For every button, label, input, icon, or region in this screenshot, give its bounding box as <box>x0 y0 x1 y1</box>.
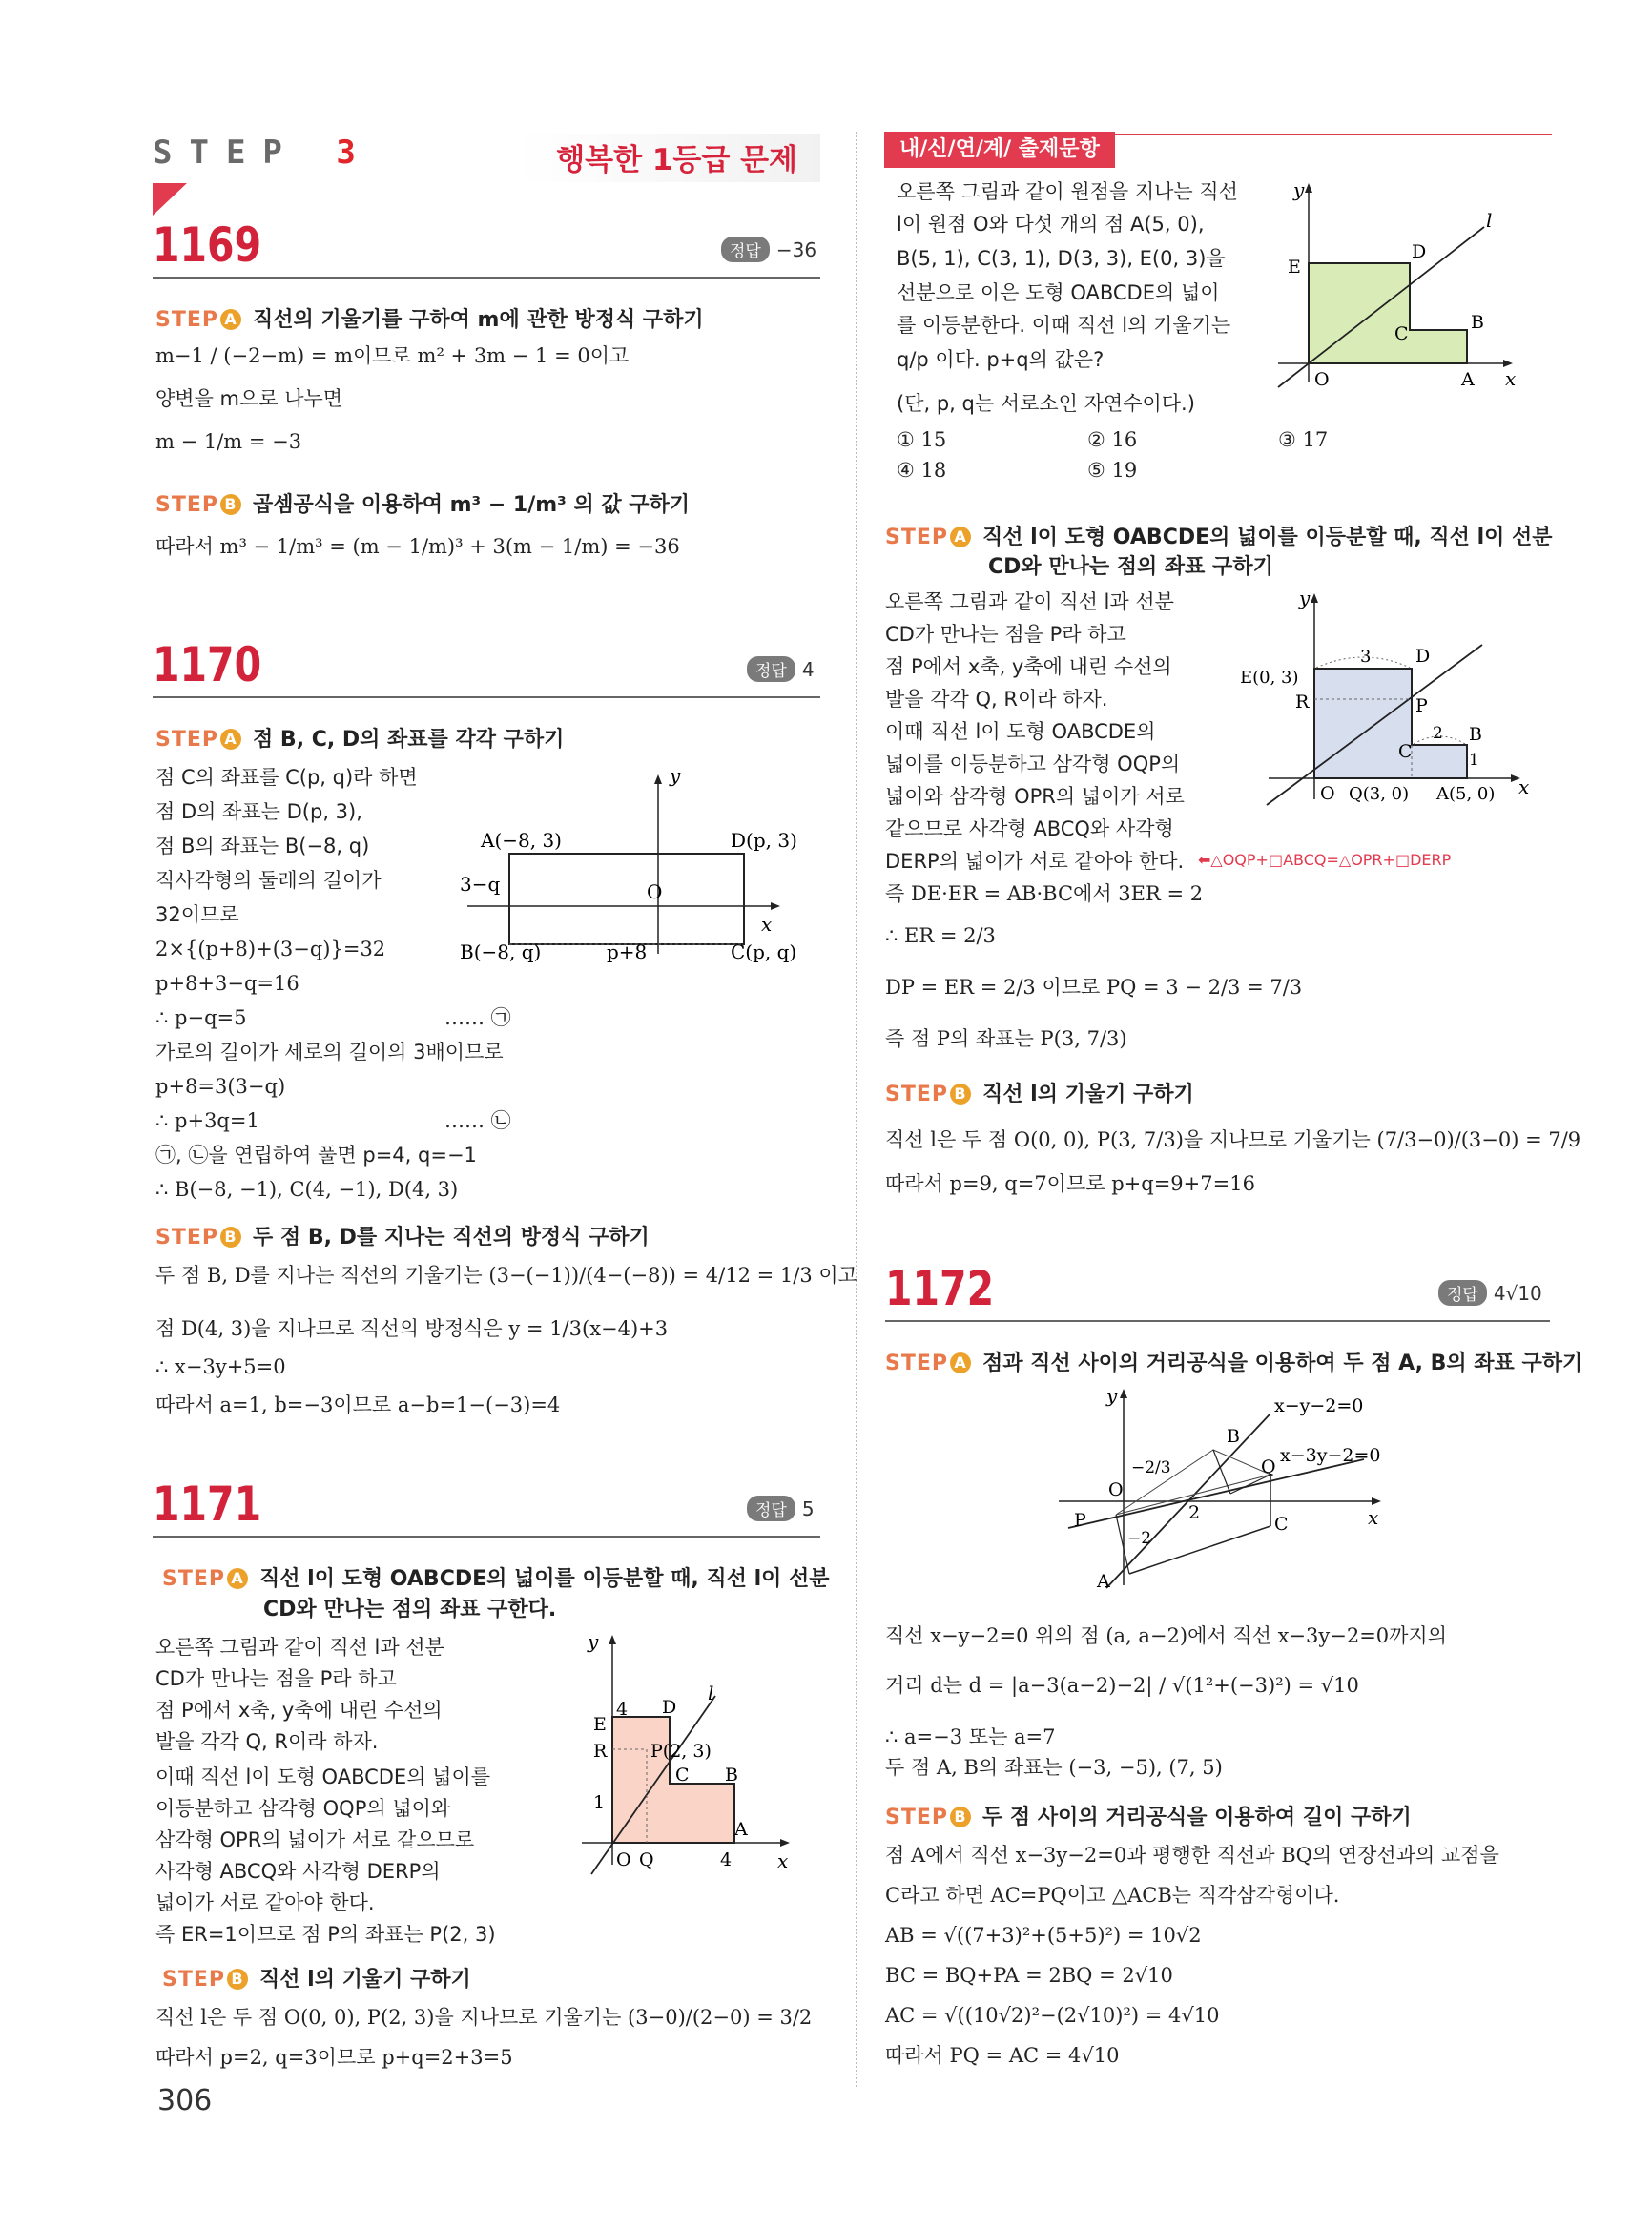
line-1169-final: 따라서 m³ − 1/m³ = (m − 1/m)³ + 3(m − 1/m) = −36 <box>155 535 680 558</box>
line-1172-b5: 따라서 PQ = AC = 4√10 <box>885 2044 1120 2067</box>
line-1170-7: ∴ p−q=5 <box>155 1006 247 1029</box>
step-title: 행복한 1등급 문제 <box>518 134 820 182</box>
fig1172-two: 2 <box>1188 1502 1201 1523</box>
figNS-x: x <box>1518 775 1530 798</box>
figNS-A: A(5, 0) <box>1436 784 1496 804</box>
fig1172-C: C <box>1274 1514 1289 1535</box>
naesin-line-b1: 따라서 p=9, q=7이므로 p+q=9+7=16 <box>885 1172 1255 1195</box>
line-1171-4: 이때 직선 l이 도형 OABCDE의 넓이를 <box>155 1765 491 1788</box>
line-1171-7: 사각형 ABCQ와 사각형 DERP의 <box>155 1860 441 1883</box>
line-1170-3: 직사각형의 둘레의 길이가 <box>155 869 382 892</box>
naesin-q-1: l이 원점 O와 다섯 개의 점 A(5, 0), <box>897 213 1205 236</box>
line-1170-4: 32이므로 <box>155 903 239 926</box>
figN-C: C <box>1394 323 1409 344</box>
rule-1172 <box>885 1320 1550 1322</box>
figN-D: D <box>1412 241 1427 262</box>
fig1171-one: 1 <box>593 1792 606 1813</box>
mark-1170-1: …… ㉠ <box>444 1006 511 1029</box>
figNS-Q: Q(3, 0) <box>1349 784 1410 804</box>
step-a-1169: STEP A 직선의 기울기를 구하여 m에 관한 방정식 구하기 <box>155 308 704 332</box>
line-1169-2: m − 1/m = −3 <box>155 430 302 453</box>
fig1170-bottom: p+8 <box>607 940 648 963</box>
fig1171-E: E <box>593 1714 607 1735</box>
line-1170-9: p+8=3(3−q) <box>155 1075 286 1098</box>
naesin-choice-3: ③ 17 <box>1278 428 1329 451</box>
fig1170-y: y <box>670 764 681 787</box>
line-1170-10: ∴ p+3q=1 <box>155 1109 259 1132</box>
figNS-B: B <box>1469 724 1482 745</box>
answer-1169: 정답 −36 <box>721 237 816 262</box>
figure-naesin <box>1259 177 1545 397</box>
fig1171-y: y <box>588 1631 599 1653</box>
step-word: STEP 3 <box>153 134 356 172</box>
fig1171-R: R <box>593 1741 608 1762</box>
naesin-q-4: 를 이등분한다. 이때 직선 l의 기울기는 <box>897 314 1231 337</box>
figNS-E: E(0, 3) <box>1240 668 1299 688</box>
line-1170-5: 2×{(p+8)+(3−q)}=32 <box>155 938 386 960</box>
mark-1170-2: …… ㉡ <box>444 1109 511 1132</box>
naesin-line-8: DERP의 넓이가 서로 같아야 한다. <box>885 850 1185 873</box>
figNS-R: R <box>1295 692 1310 712</box>
naesin-q-3: 선분으로 이은 도형 OABCDE의 넓이 <box>897 281 1220 304</box>
naesin-q-0: 오른쪽 그림과 같이 원점을 지나는 직선 <box>897 180 1238 203</box>
line-1170-b1: 점 D(4, 3)을 지나므로 직선의 방정식은 y = 1/3(x−4)+3 <box>155 1317 669 1340</box>
naesin-choice-4: ④ 18 <box>897 459 947 482</box>
step-b-1171: STEP B 직선 l의 기울기 구하기 <box>162 1968 471 1992</box>
naesin-q-2: B(5, 1), C(3, 1), D(3, 3), E(0, 3)을 <box>897 247 1226 270</box>
line-1171-9: 즉 ER=1이므로 점 P의 좌표는 P(2, 3) <box>155 1923 496 1946</box>
figNS-one: 1 <box>1469 751 1479 770</box>
figNS-two: 2 <box>1433 724 1443 743</box>
line-1171-0: 오른쪽 그림과 같이 직선 l과 선분 <box>155 1636 444 1659</box>
line-1171-2: 점 P에서 x축, y축에 내린 수선의 <box>155 1699 443 1722</box>
naesin-line-2: 점 P에서 x축, y축에 내린 수선의 <box>885 655 1172 678</box>
fig1171-B: B <box>725 1765 738 1786</box>
naesin-line-11: DP = ER = 2/3 이므로 PQ = 3 − 2/3 = 7/3 <box>885 976 1303 999</box>
figN-E: E <box>1288 257 1301 278</box>
figN-O: O <box>1314 369 1330 390</box>
column-divider <box>856 132 857 2087</box>
figN-l: l <box>1486 209 1493 232</box>
fig1171-x: x <box>777 1849 789 1872</box>
step-header <box>153 134 820 181</box>
line-1171-b0: 직선 l은 두 점 O(0, 0), P(2, 3)을 지나므로 기울기는 (3−0)/(2−0) = 3/2 <box>155 2006 813 2029</box>
fig1170-x: x <box>761 913 773 936</box>
line-1169-0: m−1 / (−2−m) = m이므로 m² + 3m − 1 = 0이고 <box>155 344 630 367</box>
naesin-choice-5: ⑤ 19 <box>1087 459 1138 482</box>
step-b-1170: STEP B 두 점 B, D를 지나는 직선의 방정식 구하기 <box>155 1226 650 1249</box>
naesin-line-7: 같으므로 사각형 ABCQ와 사각형 <box>885 817 1174 840</box>
problem-number-1171: 1171 <box>153 1476 262 1532</box>
figNS-O: O <box>1320 783 1335 804</box>
naesin-line-3: 발을 각각 Q, R이라 하자. <box>885 688 1108 711</box>
figN-B: B <box>1471 312 1484 333</box>
line-1171-6: 삼각형 OPR의 넓이가 서로 같으므로 <box>155 1828 475 1851</box>
line-1172-b3: BC = BQ+PA = 2BQ = 2√10 <box>885 1964 1173 1987</box>
naesin-note: ⬅△OQP+□ABCQ=△OPR+□DERP <box>1198 851 1452 869</box>
step-a-1170: STEP A 점 B, C, D의 좌표를 각각 구하기 <box>155 728 565 752</box>
figNS-D: D <box>1415 646 1431 667</box>
naesin-line-12: 즉 점 P의 좌표는 P(3, 7/3) <box>885 1027 1127 1050</box>
line-1172-1: 거리 d는 d = |a−3(a−2)−2| / √(1²+(−3)²) = √10 <box>885 1674 1359 1697</box>
line-1171-5: 이등분하고 삼각형 OQP의 넓이와 <box>155 1797 451 1820</box>
rule-1169 <box>153 277 820 279</box>
line-1170-b2: ∴ x−3y+5=0 <box>155 1355 286 1378</box>
fig1171-four: 4 <box>616 1699 629 1720</box>
step-b-1169: STEP B 곱셈공식을 이용하여 m³ − 1/m³ 의 값 구하기 <box>155 493 691 517</box>
step-b-1172: STEP B 두 점 사이의 거리공식을 이용하여 길이 구하기 <box>885 1806 1412 1829</box>
naesin-line-0: 오른쪽 그림과 같이 직선 l과 선분 <box>885 590 1174 613</box>
naesin-badge: 내/신/연/계/ 출제문항 <box>884 132 1115 168</box>
line-1170-2: 점 B의 좌표는 B(−8, q) <box>155 835 370 857</box>
line-1170-12: ∴ B(−8, −1), C(4, −1), D(4, 3) <box>155 1178 459 1201</box>
step-a-naesin: STEP A 직선 l이 도형 OABCDE의 넓이를 이등분할 때, 직선 l이 선분 <box>885 526 1553 549</box>
figure-1171 <box>563 1631 820 1889</box>
problem-number-1169: 1169 <box>153 217 262 273</box>
line-1170-6: p+8+3−q=16 <box>155 972 299 995</box>
corner-decoration <box>153 183 187 216</box>
problem-number-1170: 1170 <box>153 637 262 692</box>
figure-1172 <box>1049 1383 1450 1593</box>
figNS-three: 3 <box>1360 647 1372 667</box>
naesin-line-9: 즉 DE·ER = AB·BC에서 3ER = 2 <box>885 882 1204 905</box>
page-number: 306 <box>157 2084 213 2117</box>
step-a-1171: STEP A 직선 l이 도형 OABCDE의 넓이를 이등분할 때, 직선 l이 선분 <box>162 1567 830 1591</box>
naesin-line-b0: 직선 l은 두 점 O(0, 0), P(3, 7/3)을 지나므로 기울기는 (7/3−0)/(3−0) = 7/9 <box>885 1128 1581 1151</box>
line-1170-11: ㉠, ㉡을 연립하여 풀면 p=4, q=−1 <box>155 1144 477 1167</box>
fig1171-C: C <box>675 1765 690 1786</box>
fig1172-line2: x−3y−2=0 <box>1280 1445 1381 1466</box>
line-1172-0: 직선 x−y−2=0 위의 점 (a, a−2)에서 직선 x−3y−2=0까지의 <box>885 1624 1448 1647</box>
naesin-choice-2: ② 16 <box>1087 428 1138 451</box>
answer-1172: 정답 4√10 <box>1438 1280 1542 1306</box>
step-a-1171-cont: CD와 만나는 점의 좌표 구한다. <box>263 1598 557 1621</box>
fig1171-O: O <box>616 1849 631 1870</box>
line-1169-1: 양변을 m으로 나누면 <box>155 387 343 410</box>
step-b-naesin: STEP B 직선 l의 기울기 구하기 <box>885 1083 1194 1106</box>
line-1172-3: 두 점 A, B의 좌표는 (−3, −5), (7, 5) <box>885 1756 1223 1779</box>
fig1172-B: B <box>1227 1426 1240 1447</box>
line-1172-b2: AB = √((7+3)²+(5+5)²) = 10√2 <box>885 1924 1202 1947</box>
figure-naesin-solution <box>1240 588 1555 807</box>
fig1172-A: A <box>1097 1571 1110 1592</box>
fig1172-line1: x−y−2=0 <box>1274 1395 1364 1416</box>
figNS-y: y <box>1299 588 1311 609</box>
line-1171-1: CD가 만나는 점을 P라 하고 <box>155 1667 397 1690</box>
line-1170-b0: 두 점 B, D를 지나는 직선의 기울기는 (3−(−1))/(4−(−8)) = 4/12 = 1/3 이고 <box>155 1264 857 1287</box>
step-a-naesin-cont: CD와 만나는 점의 좌표 구하기 <box>988 555 1273 579</box>
fig1172-P: P <box>1074 1510 1086 1531</box>
line-1172-b4: AC = √((10√2)²−(2√10)²) = 4√10 <box>885 2004 1220 2027</box>
naesin-line-6: 넓이와 삼각형 OPR의 넓이가 서로 <box>885 785 1185 808</box>
fig1172-y: y <box>1106 1384 1118 1407</box>
fig1172-x: x <box>1368 1506 1379 1529</box>
figNS-P: P <box>1415 695 1428 716</box>
fig1171-P: P(2, 3) <box>650 1741 712 1762</box>
figure-1170 <box>448 763 820 973</box>
figN-x: x <box>1505 367 1517 390</box>
problem-number-1172: 1172 <box>885 1261 995 1316</box>
line-1170-0: 점 C의 좌표를 C(p, q)라 하면 <box>155 766 418 789</box>
fig1171-D: D <box>662 1697 677 1718</box>
step-a-1172: STEP A 점과 직선 사이의 거리공식을 이용하여 두 점 A, B의 좌표 구하기 <box>885 1352 1583 1375</box>
line-1171-3: 발을 각각 Q, R이라 하자. <box>155 1730 379 1753</box>
fig1171-four-x: 4 <box>720 1849 733 1870</box>
naesin-choice-1: ① 15 <box>897 428 947 451</box>
naesin-line-1: CD가 만나는 점을 P라 하고 <box>885 623 1126 646</box>
fig1170-B: B(−8, q) <box>460 940 542 963</box>
fig1170-D: D(p, 3) <box>731 829 797 852</box>
naesin-q-6: (단, p, q는 서로소인 자연수이다.) <box>897 392 1195 415</box>
line-1172-2: ∴ a=−3 또는 a=7 <box>885 1725 1056 1748</box>
fig1171-Q: Q <box>639 1849 654 1870</box>
figN-A: A <box>1461 369 1475 390</box>
fig1171-A: A <box>734 1819 748 1840</box>
naesin-rule <box>1102 134 1552 135</box>
fig1170-O: O <box>647 880 663 903</box>
rule-1170 <box>153 696 820 698</box>
line-1170-1: 점 D의 좌표는 D(p, 3), <box>155 800 362 823</box>
fig1172-Q: Q <box>1261 1456 1276 1477</box>
naesin-line-10: ∴ ER = 2/3 <box>885 924 996 947</box>
fig1171-l: l <box>708 1682 714 1704</box>
line-1171-b1: 따라서 p=2, q=3이므로 p+q=2+3=5 <box>155 2046 513 2069</box>
fig1170-side: 3−q <box>460 873 501 896</box>
figNS-C: C <box>1398 741 1413 762</box>
line-1170-b3: 따라서 a=1, b=−3이므로 a−b=1−(−3)=4 <box>155 1394 561 1416</box>
line-1172-b1: C라고 하면 AC=PQ이고 △ACB는 직각삼각형이다. <box>885 1884 1340 1907</box>
figN-y: y <box>1293 178 1305 201</box>
fig1172-O: O <box>1108 1479 1124 1500</box>
naesin-line-5: 넓이를 이등분하고 삼각형 OQP의 <box>885 753 1181 775</box>
fig1170-C: C(p, q) <box>731 940 797 963</box>
line-1172-b0: 점 A에서 직선 x−3y−2=0과 평행한 직선과 BQ의 연장선과의 교점을 <box>885 1844 1499 1867</box>
fig1172-neg-two: −2 <box>1127 1529 1152 1548</box>
fig1172-neg-two-thirds: −2/3 <box>1131 1458 1171 1477</box>
rule-1171 <box>153 1536 820 1538</box>
answer-1170: 정답 4 <box>747 656 815 682</box>
naesin-line-4: 이때 직선 l이 도형 OABCDE의 <box>885 720 1156 743</box>
line-1171-8: 넓이가 서로 같아야 한다. <box>155 1891 375 1914</box>
naesin-q-5: q/p 이다. p+q의 값은? <box>897 348 1105 371</box>
answer-1171: 정답 5 <box>747 1496 815 1521</box>
fig1170-A: A(−8, 3) <box>481 829 562 852</box>
line-1170-8: 가로의 길이가 세로의 길이의 3배이므로 <box>155 1041 504 1063</box>
